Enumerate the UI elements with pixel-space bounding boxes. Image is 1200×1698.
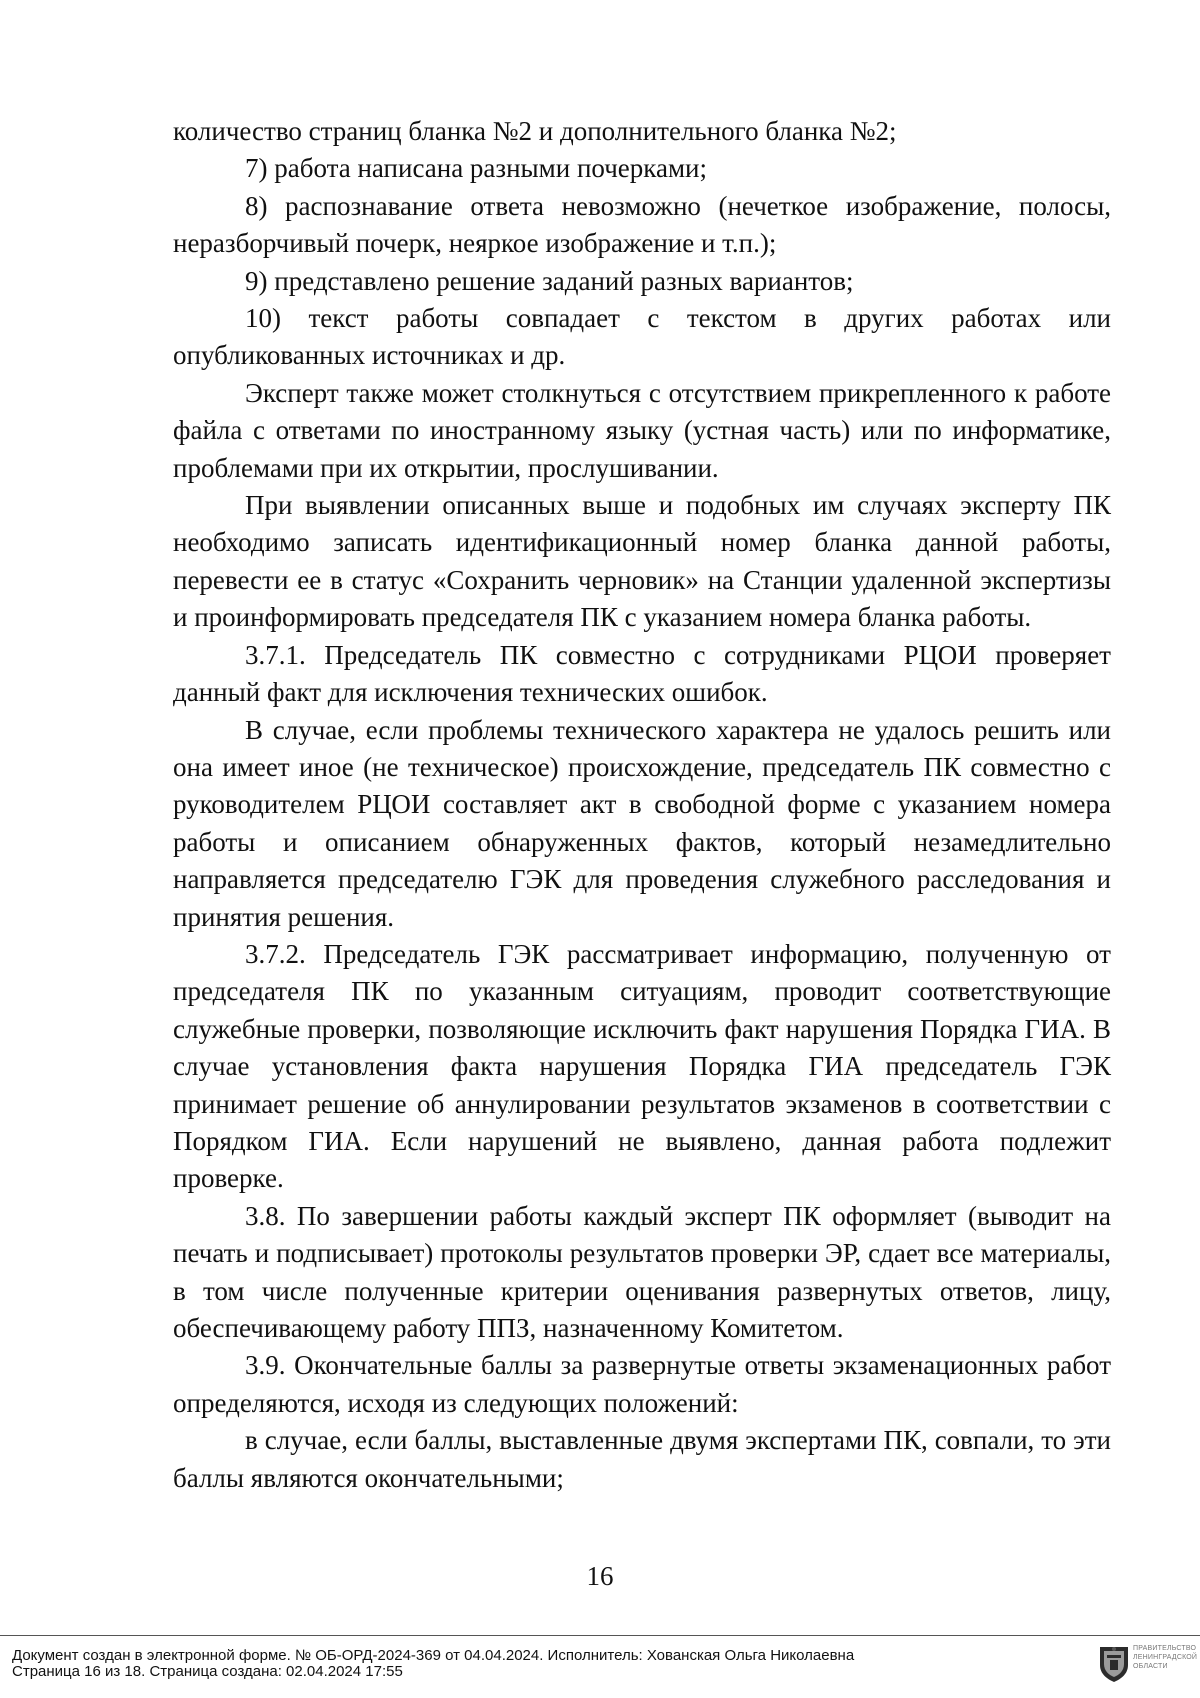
paragraph-item-8: 8) распознавание ответа невозможно (нечеткое изображение, полосы, неразборчивый почерк, неяркое изображение и т.п.);: [173, 190, 1111, 259]
page-number: 16: [586, 1561, 614, 1591]
regional-coat-of-arms-icon: [1097, 1643, 1131, 1683]
paragraph-technical-problems: В случае, если проблемы технического характера не удалось решить или она имеет иное (не техническое) происхождение, председатель ПК совместно с руководителем РЦОИ составляет акт в свободной форме с указанием номера работы и описанием обнаруженных фактов, который незамедлительно направляется председателю ГЭК для проведения служебного расследования и принятия решения.: [173, 714, 1111, 932]
paragraph-blank-pages: количество страниц бланка №2 и дополнительного бланка №2;: [173, 116, 897, 146]
paragraph-expert-missing-file: Эксперт также может столкнуться с отсутствием прикрепленного к работе файла с ответами по иностранному языку (устная часть) или по информатике, проблемами при их открытии, прослушивании.: [173, 377, 1111, 483]
paragraph-item-10: 10) текст работы совпадает с текстом в других работах или опубликованных источниках и др.: [173, 303, 1111, 371]
footer: [12, 1648, 1092, 1680]
paragraph-final-scores: в случае, если баллы, выставленные двумя экспертами ПК, совпали, то эти баллы являются окончательными;: [173, 1425, 1111, 1493]
footer-page-info: Страница 16 из 18. Страница создана: 02.04.2024 17:55: [12, 1663, 403, 1680]
paragraph-expert-actions: При выявлении описанных выше и подобных им случаях эксперту ПК необходимо записать идентификационный номер бланка данной работы, перевести ее в статус «Сохранить черновик» на Станции удаленной экспертизы и проинформировать председателя ПК с указанием номера бланка работы.: [173, 490, 1111, 633]
paragraph-3-9: 3.9. Окончательные баллы за развернутые ответы экзаменационных работ определяются, исходя из следующих положений:: [173, 1350, 1111, 1418]
footer-divider: [0, 1635, 1200, 1636]
emblem-caption: ПРАВИТЕЛЬСТВО ЛЕНИНГРАДСКОЙ ОБЛАСТИ: [1133, 1645, 1197, 1670]
footer-document-info: Документ создан в электронной форме. № ОБ-ОРД-2024-369 от 04.04.2024. Исполнитель: Хованская Ольга Николаевна: [12, 1647, 855, 1664]
paragraph-3-8: 3.8. По завершении работы каждый эксперт ПК оформляет (выводит на печать и подписывает) протоколы результатов проверки ЭР, сдает все материалы, в том числе полученные критерии оценивания развернутых ответов, лицу, обеспечивающему работу ППЗ, назначенному Комитетом.: [173, 1200, 1111, 1343]
paragraph-item-9: 9) представлено решение заданий разных вариантов;: [245, 265, 854, 296]
document-body: [173, 113, 1111, 1497]
paragraph-item-7: 7) работа написана разными почерками;: [245, 153, 707, 184]
paragraph-3-7-1: 3.7.1. Председатель ПК совместно с сотрудниками РЦОИ проверяет данный факт для исключения технических ошибок.: [173, 639, 1111, 708]
paragraph-3-7-2: 3.7.2. Председатель ГЭК рассматривает информацию, полученную от председателя ПК по указанным ситуациям, проводит соответствующие служебные проверки, позволяющие исключить факт нарушения Порядка ГИА. В случае установления факта нарушения Порядка ГИА председатель ГЭК принимает решение об аннулировании результатов экзаменов в соответствии с Порядком ГИА. Если нарушений не выявлено, данная работа подлежит проверке.: [173, 938, 1111, 1194]
